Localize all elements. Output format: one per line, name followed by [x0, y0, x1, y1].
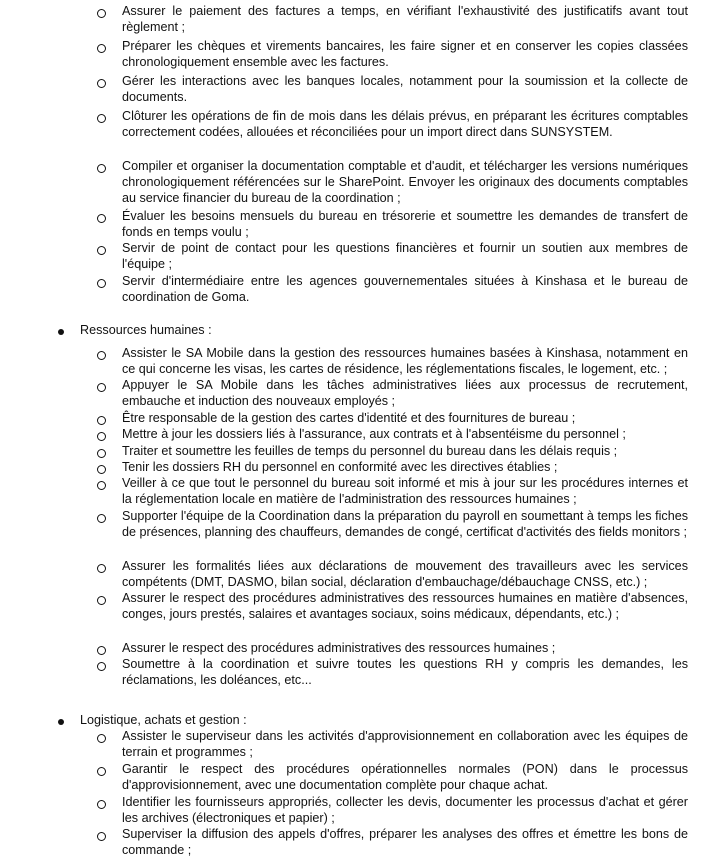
circle-bullet-icon — [97, 164, 106, 173]
circle-bullet-icon — [97, 383, 106, 392]
section-title-hr: Ressources humaines : — [80, 323, 212, 337]
circle-bullet-icon — [97, 662, 106, 671]
circle-bullet-icon — [97, 564, 106, 573]
logistics-item: Assister le superviseur dans les activités d'approvisionnement en collaboration avec les équipes de terrain et programmes ; — [122, 729, 688, 760]
circle-bullet-icon — [97, 416, 106, 425]
finance-item: Évaluer les besoins mensuels du bureau en trésorerie et soumettre les demandes de transfert de fonds en temps voulu ; — [122, 209, 688, 240]
circle-bullet-icon — [97, 646, 106, 655]
circle-bullet-icon — [97, 114, 106, 123]
circle-bullet-icon — [97, 596, 106, 605]
finance-item: Servir d'intermédiaire entre les agences gouvernementales situées à Kinshasa et le bureau de coordination de Goma. — [122, 274, 688, 305]
hr-item: Traiter et soumettre les feuilles de temps du personnel du bureau dans les délais requis ; — [122, 444, 618, 458]
circle-bullet-icon — [97, 432, 106, 441]
finance-item: Gérer les interactions avec les banques locales, notamment pour la soumission et la collecte de documents. — [122, 74, 688, 105]
finance-item: Compiler et organiser la documentation comptable et d'audit, et télécharger les versions numériques chronologiquement référencées sur le SharePoint. Envoyer les originaux des documents comptables au service financier du bureau de la coordination ; — [122, 159, 688, 206]
circle-bullet-icon — [97, 449, 106, 458]
circle-bullet-icon — [97, 800, 106, 809]
circle-bullet-icon — [97, 279, 106, 288]
circle-bullet-icon — [97, 214, 106, 223]
circle-bullet-icon — [97, 465, 106, 474]
hr-item: Supporter l'équipe de la Coordination dans la préparation du payroll en soumettant à temps les fiches de présences, planning des chauffeurs, demandes de congé, certificat d'activités des fields monitors ; — [122, 509, 688, 540]
logistics-item: Garantir le respect des procédures opérationnelles normales (PON) dans le processus d'approvisionnement, avec une documentation complète pour chaque achat. — [122, 762, 688, 793]
section-title-logistics: Logistique, achats et gestion : — [80, 713, 247, 727]
hr-item: Soumettre à la coordination et suivre toutes les questions RH y compris les demandes, les réclamations, les doléances, etc... — [122, 657, 688, 688]
circle-bullet-icon — [97, 514, 106, 523]
finance-item: Préparer les chèques et virements bancaires, les faire signer et en conserver les copies classées chronologiquement ensemble avec les factures. — [122, 39, 688, 70]
hr-item: Assurer le respect des procédures administratives des ressources humaines en matière d'absences, conges, jours prestés, salaires et avantages sociaux, soins médicaux, dépendants, etc.) ; — [122, 591, 688, 622]
circle-bullet-icon — [97, 351, 106, 360]
circle-bullet-icon — [97, 9, 106, 18]
section-bullet-icon — [58, 329, 64, 335]
logistics-item: Superviser la diffusion des appels d'offres, préparer les analyses des offres et émettre les bons de commande ; — [122, 827, 688, 858]
hr-item: Assurer le respect des procédures administratives des ressources humaines ; — [122, 641, 556, 655]
circle-bullet-icon — [97, 79, 106, 88]
circle-bullet-icon — [97, 481, 106, 490]
circle-bullet-icon — [97, 734, 106, 743]
finance-item: Clôturer les opérations de fin de mois dans les délais prévus, en préparant les écritures comptables correctement codées, allouées et réconciliées pour un import direct dans SUNSYSTEM. — [122, 109, 688, 140]
circle-bullet-icon — [97, 767, 106, 776]
hr-item: Tenir les dossiers RH du personnel en conformité avec les directives établies ; — [122, 460, 558, 474]
hr-item: Mettre à jour les dossiers liés à l'assurance, aux contrats et à l'absentéisme du personnel ; — [122, 427, 626, 441]
logistics-item: Identifier les fournisseurs appropriés, collecter les devis, documenter les processus d'achat et gérer les archives (électroniques et papier) ; — [122, 795, 688, 826]
circle-bullet-icon — [97, 44, 106, 53]
finance-item: Servir de point de contact pour les questions financières et fournir un soutien aux membres de l'équipe ; — [122, 241, 688, 272]
hr-item: Appuyer le SA Mobile dans les tâches administratives liées aux processus de recrutement, embauche et induction des nouveaux employés ; — [122, 378, 688, 409]
hr-item: Veiller à ce que tout le personnel du bureau soit informé et mis à jour sur les procédures internes et la réglementation locale en matière de l'administration des ressources humaines ; — [122, 476, 688, 507]
section-bullet-icon — [58, 719, 64, 725]
circle-bullet-icon — [97, 246, 106, 255]
hr-item: Assister le SA Mobile dans la gestion des ressources humaines basées à Kinshasa, notamment en ce qui concerne les visas, les cartes de résidence, les réglementations fiscales, le logement, etc. ; — [122, 346, 688, 377]
hr-item: Être responsable de la gestion des cartes d'identité et des fournitures de bureau ; — [122, 411, 576, 425]
circle-bullet-icon — [97, 832, 106, 841]
finance-item: Assurer le paiement des factures a temps, en vérifiant l'exhaustivité des justificatifs avant tout règlement ; — [122, 4, 688, 35]
hr-item: Assurer les formalités liées aux déclarations de mouvement des travailleurs avec les services compétents (DMT, DASMO, bilan social, déclaration d'embauchage/débauchage CNSS, etc.) ; — [122, 559, 688, 590]
